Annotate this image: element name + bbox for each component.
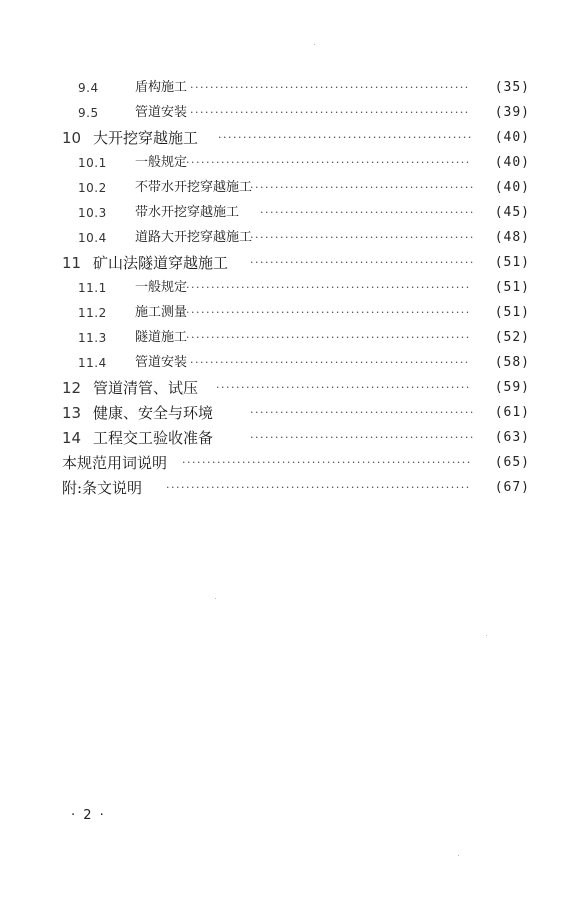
toc-entry[interactable] [0,226,588,250]
toc-entry-page: (51) [494,255,530,270]
toc-entry-number: 12 [62,379,82,397]
toc-entry-page: (40) [494,155,530,170]
toc-entry-number: 11.4 [78,356,107,370]
toc-entry-page: (45) [494,205,530,220]
toc-leader-dots: ·························································· [182,456,472,469]
toc-entry[interactable] [0,276,588,300]
toc-entry-title: 矿山法隧道穿越施工 [93,254,229,272]
toc-entry-title: 盾构施工 [135,80,188,95]
toc-leader-dots: ························································ [190,106,470,119]
toc-entry[interactable] [0,126,588,150]
toc-entry-page: (39) [494,105,530,120]
toc-entry[interactable] [0,426,588,450]
toc-leader-dots: ··················································· [218,131,473,144]
toc-entry-title: 管道清管、试压 [93,379,199,397]
toc-leader-dots: ············································· [250,181,475,194]
toc-entry-title: 不带水开挖穿越施工 [135,180,253,195]
toc-leader-dots: ························································· [186,331,471,344]
toc-entry-number: 11.1 [78,281,107,295]
toc-entry-page: (35) [494,80,530,95]
toc-entry-page: (59) [494,380,530,395]
toc-entry[interactable] [0,326,588,350]
toc-entry-page: (51) [494,305,530,320]
toc-leader-dots: ························································ [190,81,470,94]
toc-entry[interactable] [0,451,588,475]
toc-entry-number: 9.4 [78,81,99,95]
toc-entry-title: 大开挖穿越施工 [93,129,199,147]
toc-entry-title: 附:条文说明 [62,479,143,497]
toc-entry-page: (52) [494,330,530,345]
toc-entry-page: (65) [494,455,530,470]
toc-entry-page: (48) [494,230,530,245]
toc-entry-title: 带水开挖穿越施工 [135,205,240,220]
toc-entry-title: 一般规定 [135,280,188,295]
toc-leader-dots: ············································· [250,406,475,419]
toc-entry-number: 11.3 [78,331,107,345]
scan-speck [486,635,487,636]
page-number: · 2 · [71,808,106,823]
toc-entry-title: 道路大开挖穿越施工 [135,230,253,245]
toc-entry-page: (40) [494,180,530,195]
toc-entry-page: (61) [494,405,530,420]
toc-entry-number: 10.2 [78,181,107,195]
toc-entry[interactable] [0,251,588,275]
toc-entry[interactable] [0,151,588,175]
toc-leader-dots: ··········································· [260,206,475,219]
toc-leader-dots: ························································· [186,156,471,169]
toc-entry-page: (40) [494,130,530,145]
toc-entry-title: 一般规定 [135,155,188,170]
toc-leader-dots: ····························································· [166,481,471,494]
toc-leader-dots: ············································· [250,431,475,444]
toc-entry-number: 13 [62,404,82,422]
toc-leader-dots: ························································· [186,281,471,294]
toc-entry[interactable] [0,376,588,400]
toc-entry[interactable] [0,401,588,425]
toc-entry-title: 工程交工验收准备 [93,429,214,447]
toc-entry-number: 11.2 [78,306,107,320]
toc-entry-title: 健康、安全与环境 [93,404,214,422]
toc-leader-dots: ························································ [190,356,470,369]
toc-entry[interactable] [0,101,588,125]
scan-speck [458,855,459,856]
toc-entry-number: 11 [62,254,82,272]
toc-entry-number: 10.4 [78,231,107,245]
toc-entry-title: 管道安装 [135,355,188,370]
toc-entry-number: 9.5 [78,106,99,120]
toc-entry[interactable] [0,351,588,375]
toc-entry[interactable] [0,201,588,225]
toc-entry-title: 施工测量 [135,305,188,320]
toc-leader-dots: ························································· [186,306,471,319]
toc-entry-number: 10 [62,129,82,147]
toc-entry-page: (51) [494,280,530,295]
toc-entry[interactable] [0,301,588,325]
toc-entry-number: 14 [62,429,82,447]
toc-entry-page: (63) [494,430,530,445]
toc-entry-page: (58) [494,355,530,370]
scan-speck [215,598,216,599]
toc-entry-number: 10.3 [78,206,107,220]
toc-entry[interactable] [0,476,588,500]
toc-entry[interactable] [0,76,588,100]
toc-leader-dots: ············································· [250,256,475,269]
toc-leader-dots: ············································· [250,231,475,244]
toc-entry-title: 本规范用词说明 [62,454,168,472]
scan-speck [314,44,315,45]
toc-entry-number: 10.1 [78,156,107,170]
toc-leader-dots: ··················································· [216,381,471,394]
toc-entry-title: 隧道施工 [135,330,188,345]
toc-entry-title: 管道安装 [135,105,188,120]
toc-entry-page: (67) [494,480,530,495]
toc-entry[interactable] [0,176,588,200]
